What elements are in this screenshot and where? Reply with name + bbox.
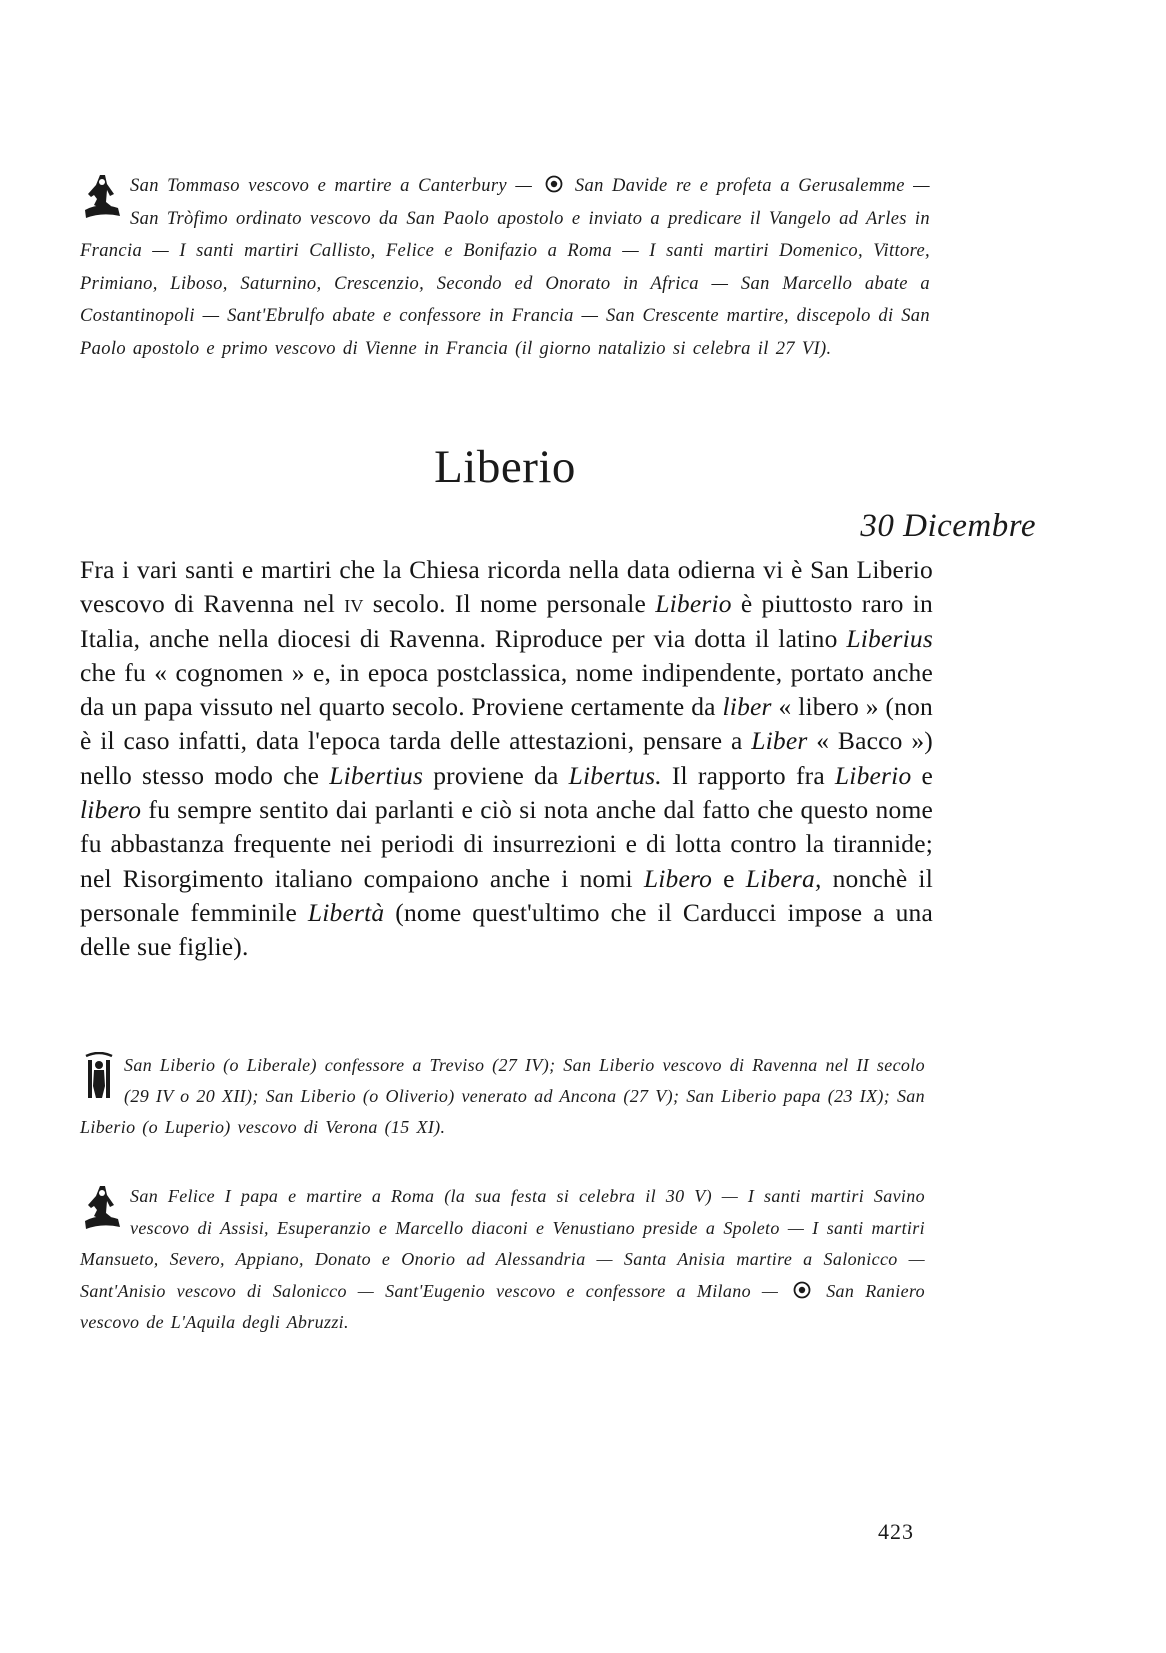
body-term-9: Libero	[643, 863, 713, 893]
patron-saint-icon	[80, 1052, 118, 1102]
body-term-5: Libertius	[329, 760, 424, 790]
note-namesakes-text: San Liberio (o Liberale) confessore a Treviso (27 IV); San Liberio vescovo di Ravenna nel II secolo (29 IV o 20 XII); San Liberio (o Oliverio) venerato ad Ancona (27 V); San Liberio papa (23 IX); San Liberio (o Luperio) vescovo di Verona (15 XI).	[80, 1055, 925, 1137]
body-term-10: Libera,	[745, 863, 822, 893]
body-text-1: Fra i vari santi e martiri che la Chiesa ricorda nella data odierna vi è San Liberio vescovo di Ravenna nel	[80, 555, 933, 619]
body-term-6: Libertus.	[568, 760, 662, 790]
body-text-5: « libero » (non è il caso infatti, data l'epoca tarda delle attestazioni, pensare a	[80, 692, 933, 756]
page-number: 423	[878, 1519, 914, 1544]
body-term-4: Liber	[751, 726, 808, 756]
saints-note-bottom	[80, 1181, 925, 1339]
note-top-line-a: San Tommaso vescovo e martire a Canterbury —	[130, 176, 533, 196]
body-text-3: è piuttosto raro in Italia, anche nella diocesi di Ravenna. Riproduce per via dotta il latino	[80, 589, 933, 653]
body-century: iv	[344, 589, 364, 619]
note-top-line-b: San Davide re e profeta a Gerusalemme — San Tròfimo ordinato vescovo da San Paolo apostolo e inviato a predicare il Vangelo ad Arles in Francia — I santi martiri Callisto, Felice e Bonifazio a Roma — I santi martiri Domenico, Vittore, Primiano, Liboso, Saturnino, Crescenzio, Secondo ed Onorato in Africa — San Marcello abate a Costantinopoli — Sant'Ebrulfo abate e confessore in Francia — San Crescente martire, discepolo di San Paolo apostolo e primo vescovo di Vienne in Francia (il giorno natalizio si celebra il 27 VI).	[80, 176, 930, 359]
body-term-2: Liberius	[846, 623, 934, 653]
body-text-4: che fu « cognomen » e, in epoca postclassica, nome indipendente, portato anche da un papa vissuto nel quarto secolo. Proviene certamente da	[80, 657, 933, 722]
body-term-1: Liberio	[655, 589, 732, 619]
body-text-6: « Bacco ») nello stesso modo che	[80, 726, 934, 790]
saints-note-top	[80, 170, 930, 365]
body-text-10: fu sempre sentito dai parlanti e ciò si nota anche dal fatto che questo nome fu abbastanza frequente nei periodi di insurrezioni e di lotta contro la tirannide; nel Risorgimento italiano compaiono anche i nomi	[80, 795, 933, 893]
saints-symbol-icon	[80, 1183, 124, 1231]
body-text-9: e	[921, 760, 933, 790]
body-text-12: nonchè il personale femminile	[80, 863, 933, 927]
saints-symbol-icon	[80, 172, 124, 220]
body-term-3: liber	[722, 692, 772, 722]
body-text-7: proviene da	[433, 760, 559, 790]
body-paragraph	[80, 553, 933, 965]
target-circle-icon	[793, 1281, 811, 1299]
note-bottom-line-a: San Felice I papa e martire a Roma (la sua festa si celebra il 30 V) — I santi martiri Savino vescovo di Assisi, Esuperanzio e Marcello diaconi e Venustiano preside a Spoleto — I santi martiri Mansueto, Severo, Appiano, Donato e Onorio ad Alessandria — Santa Anisia martire a Salonicco — Sant'Anisio vescovo di Salonicco — Sant'Eugenio vescovo e confessore a Milano —	[80, 1186, 925, 1301]
body-term-7: Liberio	[834, 760, 912, 790]
body-term-8: libero	[80, 795, 142, 825]
entry-title: Liberio	[434, 441, 576, 493]
note-bottom-line-b: San Raniero vescovo de L'Aquila degli Abruzzi.	[80, 1280, 925, 1332]
body-text-13: (nome quest'ultimo che il Carducci impose a una delle sue figlie).	[80, 897, 934, 962]
body-text-2: secolo. Il nome personale	[372, 589, 647, 619]
body-term-11: Libertà	[307, 897, 385, 927]
entry-date: 30 Dicembre	[860, 508, 1036, 544]
saints-note-namesakes	[80, 1050, 925, 1143]
target-circle-icon	[545, 175, 563, 193]
body-text-11: e	[723, 863, 735, 893]
body-text-8: Il rapporto fra	[671, 760, 825, 790]
